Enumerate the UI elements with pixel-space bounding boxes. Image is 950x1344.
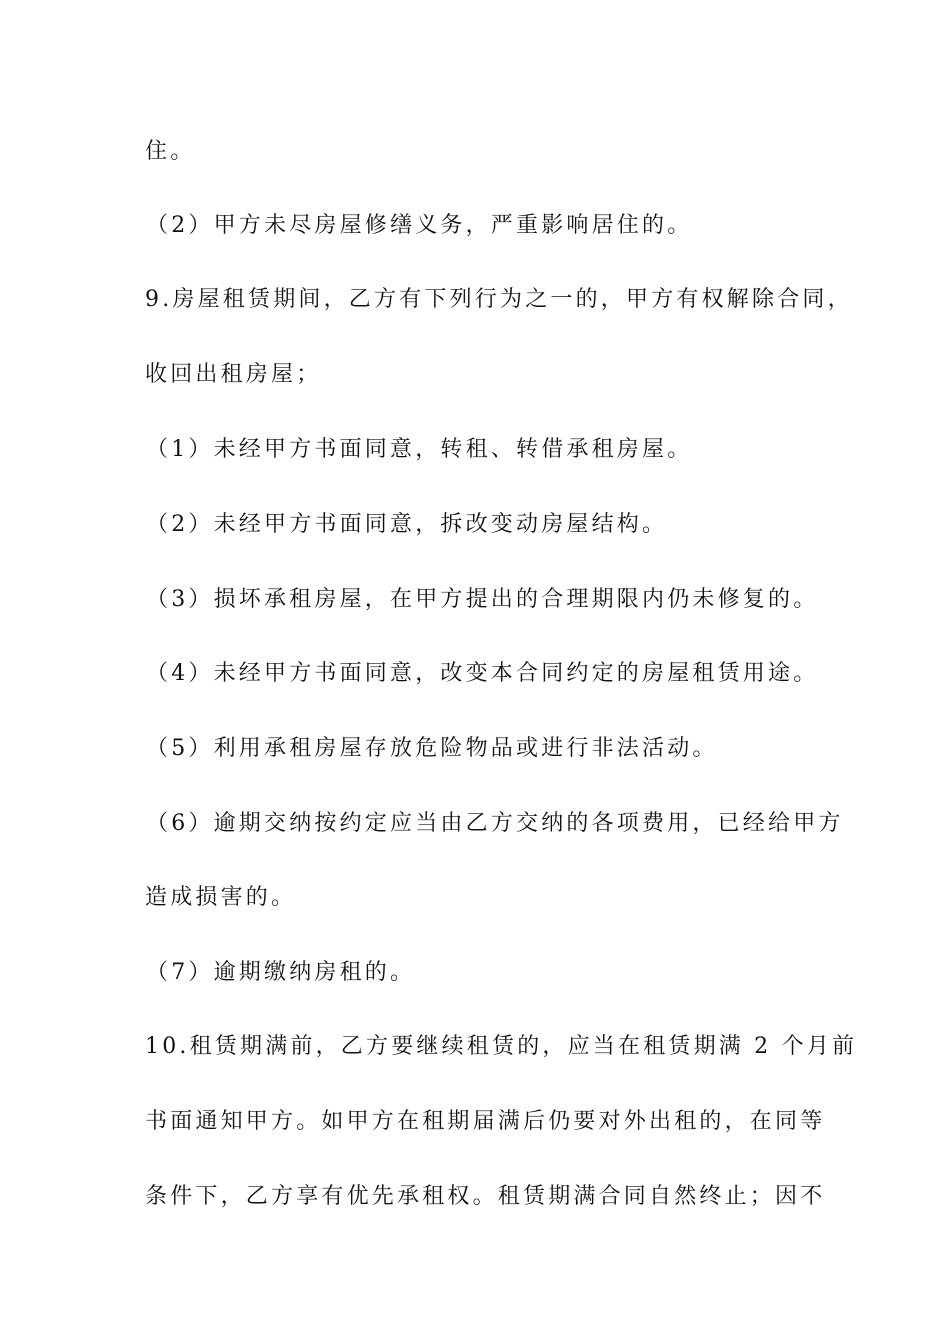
text-line-14: 书面通知甲方。如甲方在租期届满后仍要对外出租的，在同等	[145, 1109, 826, 1134]
text-line-7: （3）损坏承租房屋，在甲方提出的合理期限内仍未修复的。	[146, 587, 819, 612]
text-line-9: （5）利用承租房屋存放危险物品或进行非法活动。	[146, 736, 718, 761]
text-line-1: 住。	[145, 139, 196, 164]
text-line-15: 条件下，乙方享有优先承租权。租赁期满合同自然终止；因不	[145, 1184, 826, 1209]
text-line-13: 10.租赁期满前，乙方要继续租赁的，应当在租赁期满 2 个月前	[145, 1034, 858, 1059]
text-line-8: （4）未经甲方书面同意，改变本合同约定的房屋租赁用途。	[146, 661, 819, 686]
text-line-12: （7）逾期缴纳房租的。	[146, 960, 416, 985]
text-line-2: （2）甲方未尽房屋修缮义务，严重影响居住的。	[146, 213, 693, 238]
text-line-4: 收回出租房屋；	[145, 362, 322, 387]
text-line-6: （2）未经甲方书面同意，拆改变动房屋结构。	[146, 512, 668, 537]
text-line-3: 9.房屋租赁期间，乙方有下列行为之一的，甲方有权解除合同，	[145, 287, 853, 312]
text-line-11: 造成损害的。	[145, 885, 297, 910]
text-line-5: （1）未经甲方书面同意，转租、转借承租房屋。	[146, 437, 693, 462]
text-line-10: （6）逾期交纳按约定应当由乙方交纳的各项费用，已经给甲方	[146, 811, 844, 836]
